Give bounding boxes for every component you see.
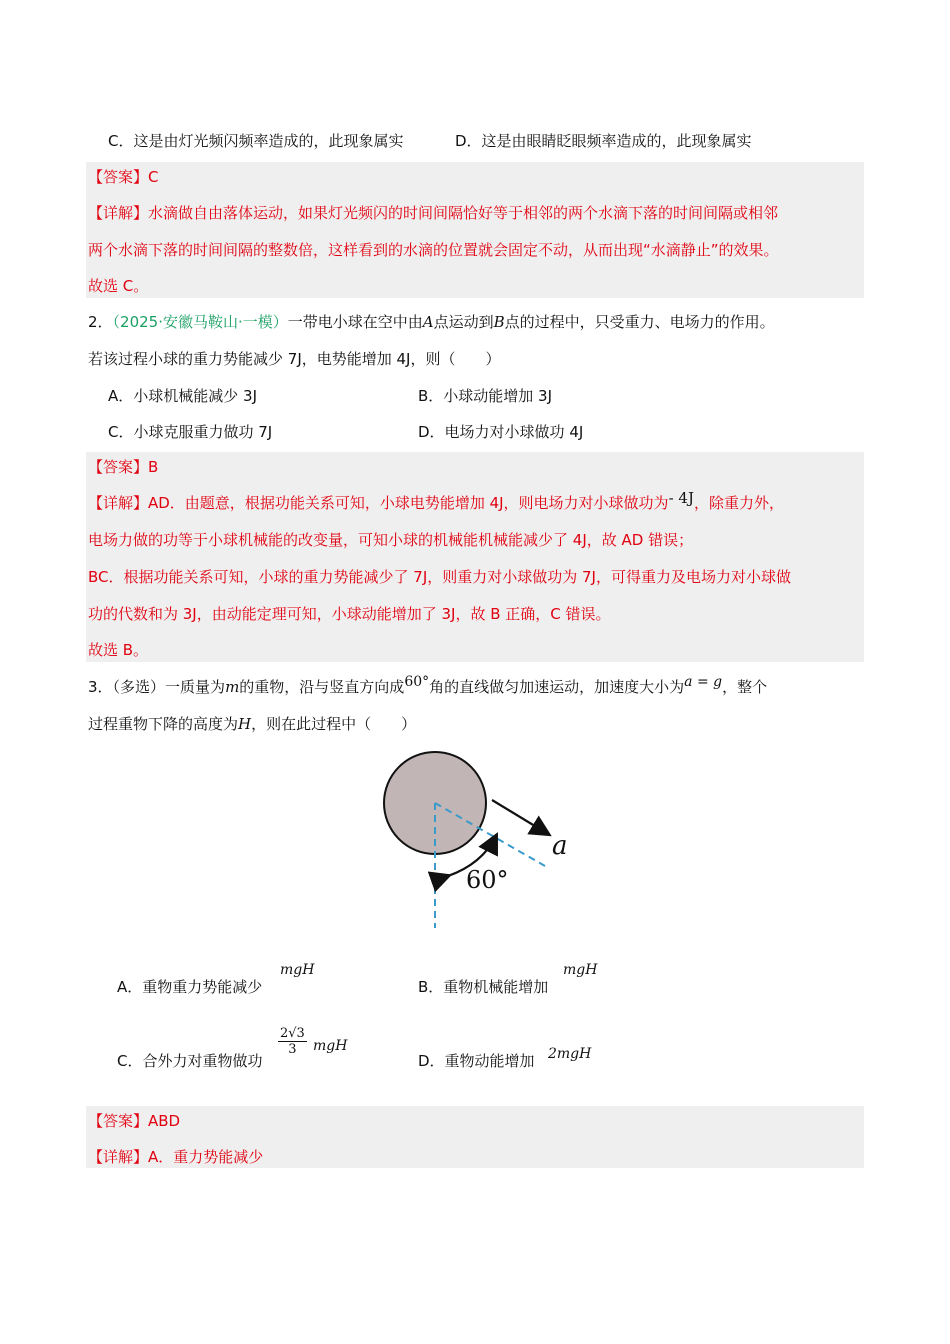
q1-detail-line-1: 【详解】水滴做自由落体运动，如果灯光频闪的时间间隔恰好等于相邻的两个水滴下落的时间间隔或相邻 xyxy=(88,204,779,222)
q1-answer-block xyxy=(86,162,864,298)
q2-var-b: B xyxy=(493,313,505,331)
q3-accel-math: a = g xyxy=(684,674,723,690)
q1-option-c: C．这是由灯光频闪频率造成的，此现象属实 xyxy=(108,132,404,150)
q3-option-c-denominator: 3 xyxy=(288,1042,297,1057)
q3-var-m: m xyxy=(225,678,240,696)
q3-angle-math: 60° xyxy=(404,674,430,690)
q1-detail-line-2: 两个水滴下落的时间间隔的整数倍，这样看到的水滴的位置就会固定不动，从而出现“水滴静止”的效果。 xyxy=(88,241,779,259)
q2-var-a: A xyxy=(422,313,434,331)
q3-option-b-math: mgH xyxy=(563,962,598,978)
q2-option-d: D．电场力对小球做功 4J xyxy=(418,423,584,441)
q3-stem-text-3: 角的直线做匀加速运动，加速度大小为 xyxy=(429,678,685,696)
q2-detail-math: - 4J xyxy=(668,489,694,507)
q3-stem-text-5: 过程重物下降的高度为 xyxy=(88,715,239,733)
q3-detail-line-1: 【详解】A．重力势能减少 xyxy=(88,1148,264,1166)
q2-detail-line-3: BC．根据功能关系可知，小球的重力势能减少了 7J，则重力对小球做功为 7J，可得重力及电场力对小球做 xyxy=(88,568,791,586)
q3-stem-text-4: ，整个 xyxy=(722,678,768,696)
q2-stem-line-2: 若该过程小球的重力势能减少 7J，电势能增加 4J，则（ ） xyxy=(88,350,501,368)
q3-option-a: A．重物重力势能减少 xyxy=(117,978,263,996)
q1-answer: 【答案】C xyxy=(88,168,159,186)
q3-stem-text-2: 的重物，沿与竖直方向成 xyxy=(239,678,405,696)
q1-option-d: D．这是由眼睛眨眼频率造成的，此现象属实 xyxy=(455,132,752,150)
acceleration-arrow xyxy=(492,800,548,834)
q3-option-c-fraction xyxy=(278,1026,307,1057)
q3-option-d-math: 2mgH xyxy=(548,1046,592,1062)
q3-figure xyxy=(370,748,590,933)
q3-option-b: B．重物机械能增加 xyxy=(418,978,549,996)
q3-option-a-math: mgH xyxy=(280,962,315,978)
q3-number: 3． xyxy=(88,678,113,696)
q2-detail-line-2: 电场力做的功等于小球机械能的改变量，可知小球的机械能机械能减少了 4J，故 AD 错误； xyxy=(88,531,694,549)
q1-detail-line-3: 故选 C。 xyxy=(88,277,149,295)
q3-var-h: H xyxy=(238,715,252,733)
q3-option-d: D．重物动能增加 xyxy=(418,1052,535,1070)
q3-option-c: C．合外力对重物做功 xyxy=(117,1052,263,1070)
q2-stem-text-3: 点的过程中，只受重力、电场力的作用。 xyxy=(504,313,775,331)
q2-detail-text-1: 【详解】AD．由题意，根据功能关系可知，小球电势能增加 4J，则电场力对小球做功为 xyxy=(88,494,669,512)
q3-stem-line-1 xyxy=(88,674,768,698)
q2-stem-text-1: 一带电小球在空中由 xyxy=(287,313,423,331)
acceleration-label: a xyxy=(552,831,568,861)
q2-detail-line-4: 功的代数和为 3J，由动能定理可知，小球动能增加了 3J，故 B 正确，C 错误。 xyxy=(88,605,611,623)
q2-stem-line-1 xyxy=(88,312,775,332)
q2-option-a: A．小球机械能减少 3J xyxy=(108,387,257,405)
q2-option-c: C．小球克服重力做功 7J xyxy=(108,423,273,441)
q3-stem-text-6: ，则在此过程中（ ） xyxy=(251,715,417,733)
q2-source: （2025·安徽马鞍山·一模） xyxy=(112,313,288,331)
angle-label: 60° xyxy=(466,866,509,894)
q2-detail-text-2: ，除重力外， xyxy=(693,494,784,512)
q2-number: 2． xyxy=(88,313,113,331)
q2-detail-line-5: 故选 B。 xyxy=(88,641,149,659)
q2-answer: 【答案】B xyxy=(88,458,159,476)
q3-answer: 【答案】ABD xyxy=(88,1112,181,1130)
q2-option-b: B．小球动能增加 3J xyxy=(418,387,553,405)
q3-option-c-numerator: 2√3 xyxy=(280,1026,305,1041)
q2-answer-block xyxy=(86,452,864,662)
q3-stem-line-2 xyxy=(88,714,416,734)
q3-stem-text-1: （多选）一质量为 xyxy=(112,678,226,696)
q2-stem-text-2: 点运动到 xyxy=(433,313,494,331)
q2-detail-line-1 xyxy=(88,489,784,513)
q3-option-c-math: mgH xyxy=(313,1038,348,1054)
